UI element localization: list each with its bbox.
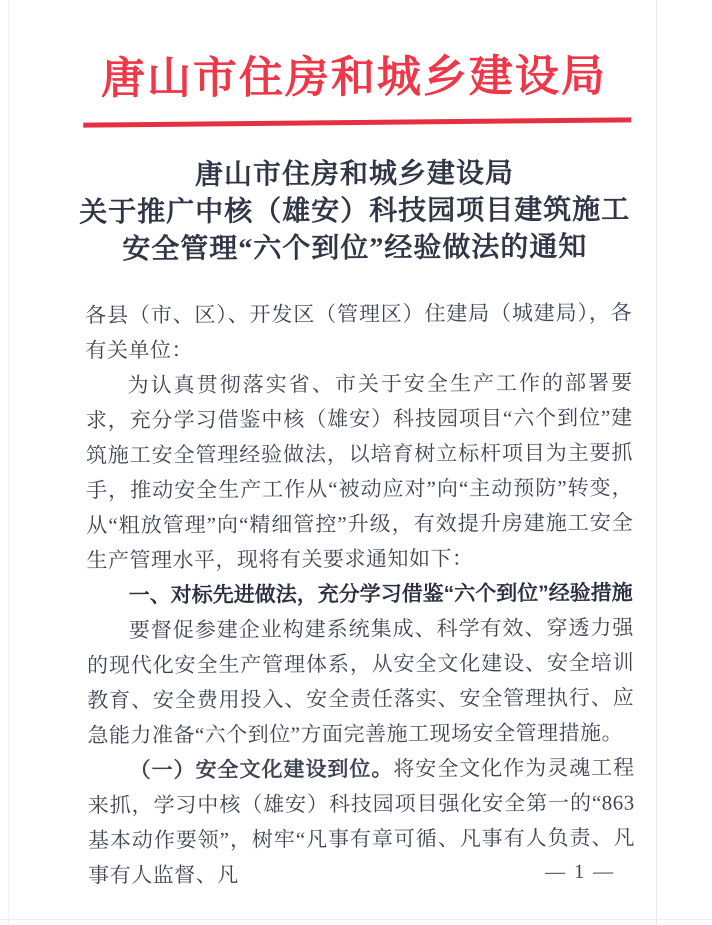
- letterhead-org-name: 唐山市住房和城乡建设局: [100, 51, 608, 104]
- red-divider-line: [83, 117, 631, 127]
- section-heading-1: 一、对标先进做法，充分学习借鉴“六个到位”经验措施: [128, 581, 633, 608]
- title-line-2: 关于推广中核（雄安）科技园项目建筑施工: [79, 194, 631, 229]
- clause-1-text: 将安全文化作为灵魂工程来抓，学习中核（雄安）科技园项目强化安全第一的“863基本动作要领”，树牢“凡事有章可循、凡事有人负责、凡事有人监督、凡: [87, 755, 636, 888]
- page-number: — 1 —: [545, 860, 616, 884]
- salutation: 各县（市、区）、开发区（管理区）住建局（城建局），各有关单位：: [85, 300, 633, 363]
- clause-1-lead: （一）安全文化建设到位。: [129, 756, 394, 783]
- paragraph-section-1-body: 要督促参建企业构建系统集成、科学有效、穿透力强的现代化安全生产管理体系，从安全文化建设、安全培训教育、安全费用投入、安全责任落实、安全管理执行、应急能力准备“六个到位”方面完善施工现场安全管理措施。: [86, 615, 635, 748]
- paragraph-intro: 为认真贯彻落实省、市关于安全生产工作的部署要求，充分学习借鉴中核（雄安）科技园项目“六个到位”建筑施工安全管理经验做法，以培育树立标杆项目为主要抓手，推动安全生产工作从“被动应对”向“主动预防”转变，从“粗放管理”向“精细管控”升级，有效提升房建施工安全生产管理水平，现将有关要求通知如下：: [85, 370, 634, 573]
- title-line-1: 唐山市住房和城乡建设局: [194, 158, 515, 191]
- document-body: [85, 296, 635, 894]
- document-title: [38, 154, 671, 268]
- title-line-3: 安全管理“六个到位”经验做法的通知: [122, 231, 588, 266]
